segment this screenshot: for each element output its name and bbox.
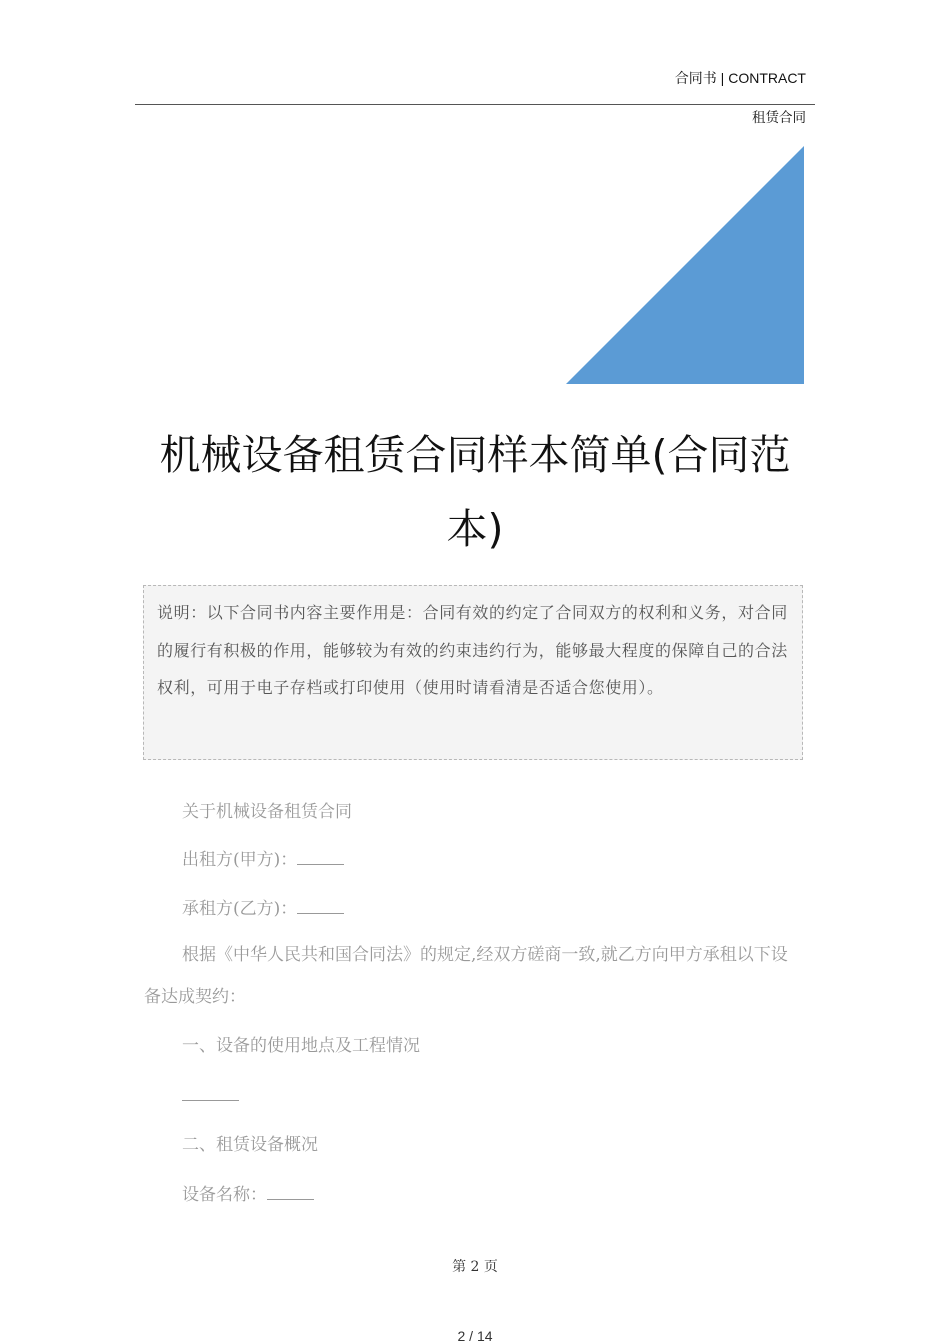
lessee-line: [144, 894, 794, 919]
header-rule: [135, 104, 815, 105]
contract-heading: 关于机械设备租赁合同: [182, 802, 352, 822]
lessor-label: 出租方(甲方)：: [182, 850, 298, 870]
lessee-label: 承租方(乙方)：: [182, 899, 298, 919]
notice-text: 说明：以下合同书内容主要作用是：合同有效的约定了合同双方的权利和义务，对合同的履行有积极的作用，能够较为有效的约束违约行为，能够最大程度的保障自己的合法权利，可用于电子存档或打印使用（使用时请看清是否适合您使用）。: [157, 603, 788, 697]
section-2-heading: 二、租赁设备概况: [182, 1135, 318, 1155]
equipment-name-line: [144, 1180, 794, 1205]
section-1-blank[interactable]: [182, 1100, 239, 1101]
equipment-name-blank[interactable]: [267, 1183, 314, 1200]
equipment-name-label: 设备名称：: [182, 1185, 267, 1205]
intro-paragraph: 根据《中华人民共和国合同法》的规定,经双方磋商一致,就乙方向甲方承租以下设备达成契约：: [144, 945, 788, 1007]
page-label: 第 2 页: [452, 1259, 498, 1275]
header-brand: 合同书 | CONTRACT: [674, 70, 806, 86]
header-category: 租赁合同: [752, 110, 806, 126]
lessor-line: [144, 845, 794, 870]
page-counter: 2 / 14: [457, 1328, 493, 1344]
notice-box: [143, 585, 803, 760]
document-title: [140, 418, 810, 566]
lessee-blank[interactable]: [297, 897, 344, 914]
title-line-2: 本): [446, 505, 504, 553]
triangle-shape: [566, 146, 804, 384]
lessor-blank[interactable]: [297, 848, 344, 865]
section-1-heading: 一、设备的使用地点及工程情况: [182, 1036, 420, 1056]
decorative-triangle: [566, 146, 804, 384]
title-line-1: 机械设备租赁合同样本简单(合同范: [159, 431, 791, 479]
